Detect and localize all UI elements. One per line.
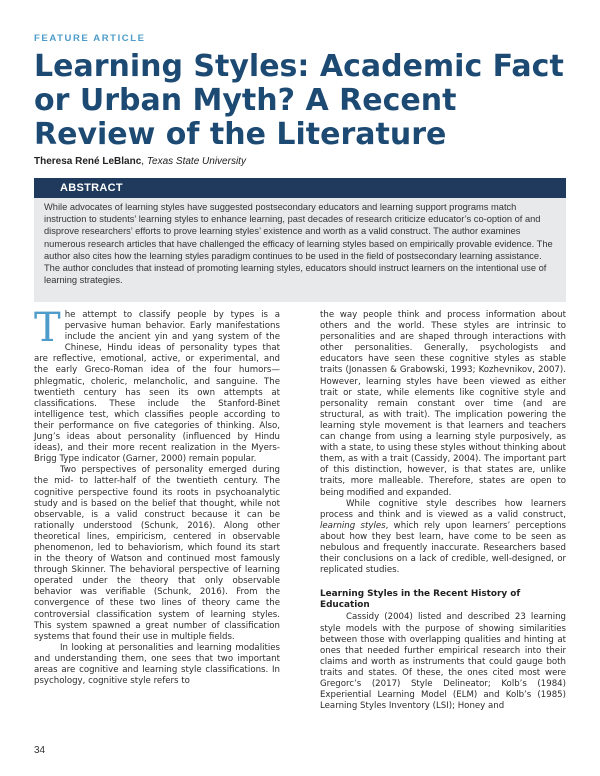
body-paragraph: the way people think and process information about others and the world. These styles are intrinsic to personalities and are shaped through interactions with other personalities. Generally, psychologists and educators have seen these cognitive styles as stable traits (Jonassen & Grabowski, 1993; Kozhevnikov, 2007). However, learning styles have been viewed as either trait or state, while elements like cognitive style and personality remain constant over time (and are structural, as with trait). The implication powering the learning style movement is that learners and teachers can change from using a learning style purposively, as with a state, to using these styles without thinking about them, as with a trait (Cassidy, 2004). The important part of this distinction, however, is that states are, unlike traits, more malleable. Therefore, states are open to being modified and expanded. bbox=[320, 310, 566, 498]
body-paragraph bbox=[320, 499, 566, 577]
byline-separator: , bbox=[141, 156, 147, 167]
byline bbox=[34, 156, 246, 167]
author-affiliation: Texas State University bbox=[146, 156, 246, 167]
emphasized-term: learning styles bbox=[320, 520, 386, 531]
article-title: Learning Styles: Academic Fact or Urban Myth? A Recent Review of the Literature bbox=[34, 49, 564, 152]
page-number: 34 bbox=[34, 745, 46, 756]
section-kicker: FEATURE ARTICLE bbox=[34, 33, 146, 44]
body-column-right bbox=[320, 310, 566, 712]
abstract-text: While advocates of learning styles have suggested postsecondary educators and learning support programs match instruction to students’ learning styles to enhance learning, past decades of research criticize educator’s co-option of and disprove researchers’ efforts to prove learning styles’ existence and worth as a valid construct. The author examines numerous research articles that have challenged the efficacy of learning styles based on empirically provable evidence. The author also cites how the learning styles paradigm continues to be used in the field of postsecondary learning assistance. The author concludes that instead of promoting learning styles, educators should instruct learners on the intentional use of learning strategies. bbox=[34, 198, 566, 302]
body-paragraph: Two perspectives of personality emerged during the mid- to latter-half of the twentieth century. The cognitive perspective found its roots in psychoanalytic study and is based on the belief that thought, while not observable, is a valid construct because it can be rationally understood (Schunk, 2016). Along other theoretical lines, empiricism, centered in observable phenomenon, led to behaviorism, which found its start in the theory of Watson and continued most famously through Skinner. The behavioral perspective of learning operated under the theory that only observable behavior was verifiable (Schunk, 2016). From the convergence of these two lines of theory came the controversial classification system of learning styles. This system spawned a great number of classification systems that found their use in multiple fields. bbox=[34, 465, 280, 642]
abstract-heading: ABSTRACT bbox=[34, 178, 566, 198]
paragraph-text: While cognitive style describes how learners process and think and is viewed as a valid construct, bbox=[320, 498, 566, 520]
body-column-left bbox=[34, 305, 280, 687]
section-subheading: Learning Styles in the Recent History of Education bbox=[320, 589, 521, 611]
author-name: Theresa René LeBlanc bbox=[34, 156, 142, 167]
body-paragraph bbox=[34, 305, 280, 465]
drop-cap: T bbox=[34, 305, 61, 351]
body-paragraph: Cassidy (2004) listed and described 23 learning style models with the purpose of showing similarities between those with overlapping qualities and hinting at ones that needed further empirical research into their claims and worth as instruments that could gauge both traits and states. Of these, the ones cited most were Gregorc’s (2017) Style Delineator; Kolb’s (1984) Experiential Learning Model (ELM) and Kolb’s (1985) Learning Styles Inventory (LSI); Honey and bbox=[320, 612, 566, 712]
body-paragraph: In looking at personalities and learning modalities and understanding them, one sees that two important areas are cognitive and learning style classifications. In psychology, cognitive style refers to bbox=[34, 642, 280, 687]
paragraph-text: , which rely upon learners’ perceptions about how they best learn, have come to be seen as nebulous and frequently inaccurate. Researchers based their conclusions on a lack of credible, well-designed, or replicated studies. bbox=[320, 520, 566, 576]
paragraph-text: he attempt to classify people by types is a pervasive human behavior. Early manifestations include the ancient yin and yang system of the Chinese, Hindu ideas of personality types that are reflective, emotional, active, or experimental, and the early Greco-Roman idea of the four humors—phlegmatic, choleric, melancholic, and sanguine. The twentieth century has seen its own attempts at classifications. These include the Stanford-Binet intelligence test, which classifies people according to their performance on five categories of thinking. Also, Jung’s ideas about personality (influenced by Hindu ideas), and their more recent realization in the Myers-Brigg Type indicator (Garner, 2000) remain popular. bbox=[34, 310, 280, 465]
